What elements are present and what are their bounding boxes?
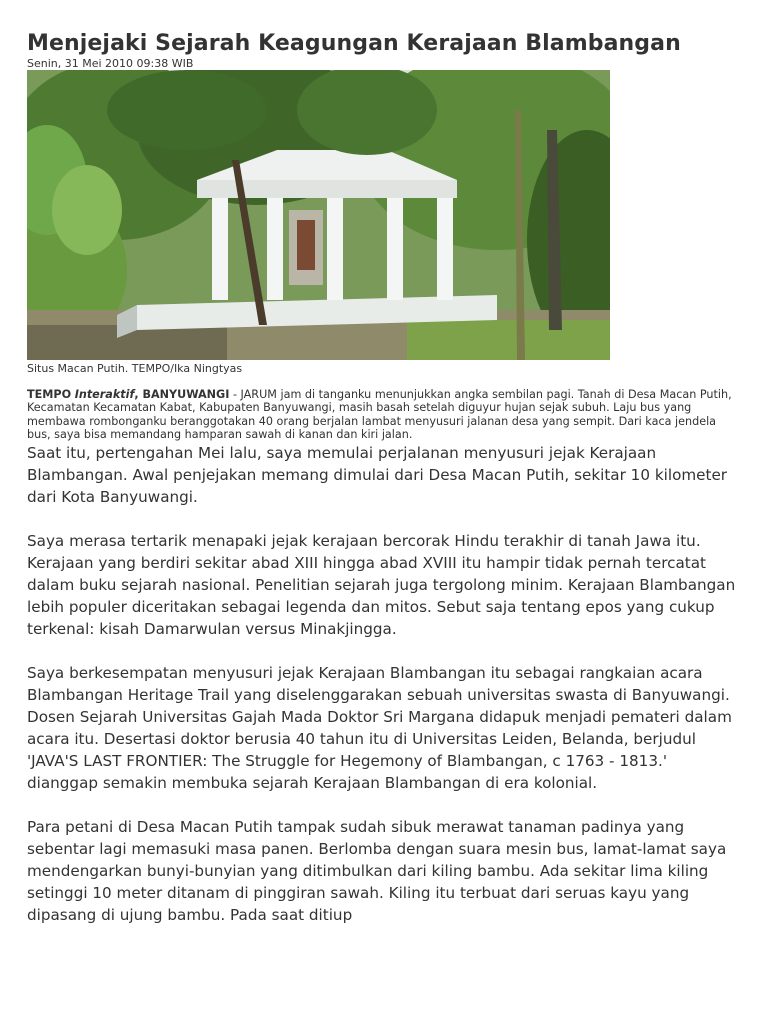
article-photo	[27, 70, 610, 360]
article-date: Senin, 31 Mei 2010 09:38 WIB	[27, 57, 194, 70]
article-body	[27, 442, 739, 926]
body-paragraph: Saya berkesempatan menyusuri jejak Kerajaan Blambangan itu sebagai rangkaian acara Blambangan Heritage Trail yang diselenggarakan sebuah universitas swasta di Banyuwangi. Dosen Sejarah Universitas Gajah Mada Doktor Sri Margana didapuk menjadi pemateri dalam acara itu. Desertasi doktor berusia 40 tahun itu di Universitas Leiden, Belanda, berjudul 'JAVA'S LAST FRONTIER: The Struggle for Hegemony of Blambangan, c 1763 - 1813.' dianggap semakin membuka sejarah Kerajaan Blambangan di era kolonial.	[27, 664, 732, 793]
article-column	[27, 30, 742, 948]
lead-source-suffix: Interaktif	[74, 388, 135, 401]
article-lead	[27, 388, 739, 441]
article-title: Menjejaki Sejarah Keagungan Kerajaan Blambangan	[27, 31, 681, 56]
lead-location: , BANYUWANGI	[134, 388, 230, 401]
lead-source: TEMPO	[27, 388, 72, 401]
body-paragraph: Saat itu, pertengahan Mei lalu, saya memulai perjalanan menyusuri jejak Kerajaan Blambangan. Awal penjejakan memang dimulai dari Desa Macan Putih, sekitar 10 kilometer dari Kota Banyuwangi.	[27, 444, 728, 507]
photo-illustration	[27, 70, 610, 360]
lead-text: - JARUM jam di tanganku menunjukkan angka sembilan pagi. Tanah di Desa Macan Putih, Kecamatan Kecamatan Kabat, Kabupaten Banyuwangi, masih basah setelah diguyur hujan sejak subuh. Laju bus yang membawa rombonganku beranggotakan 40 orang berjalan lambat menyusuri jalanan desa yang sempit. Dari kaca jendela bus, saya bisa memandang hamparan sawah di kanan dan kiri jalan.	[27, 388, 732, 441]
body-paragraph: Para petani di Desa Macan Putih tampak sudah sibuk merawat tanaman padinya yang sebentar lagi memasuki masa panen. Berlomba dengan suara mesin bus, lamat-lamat saya mendengarkan bunyi-bunyian yang ditimbulkan dari kiling bambu. Ada sekitar lima kiling setinggi 10 meter ditanam di pinggiran sawah. Kiling itu terbuat dari seruas kayu yang dipasang di ujung bambu. Pada saat ditiup	[27, 818, 727, 925]
photo-caption: Situs Macan Putih. TEMPO/Ika Ningtyas	[27, 362, 243, 375]
body-paragraph: Saya merasa tertarik menapaki jejak kerajaan bercorak Hindu terakhir di tanah Jawa itu. Kerajaan yang berdiri sekitar abad XIII hingga abad XVIII itu hampir tidak pernah tercatat dalam buku sejarah nasional. Penelitian sejarah juga tergolong minim. Kerajaan Blambangan lebih populer diceritakan sebagai legenda dan mitos. Sebut saja tentang epos yang cukup terkenal: kisah Damarwulan versus Minakjingga.	[27, 532, 736, 639]
